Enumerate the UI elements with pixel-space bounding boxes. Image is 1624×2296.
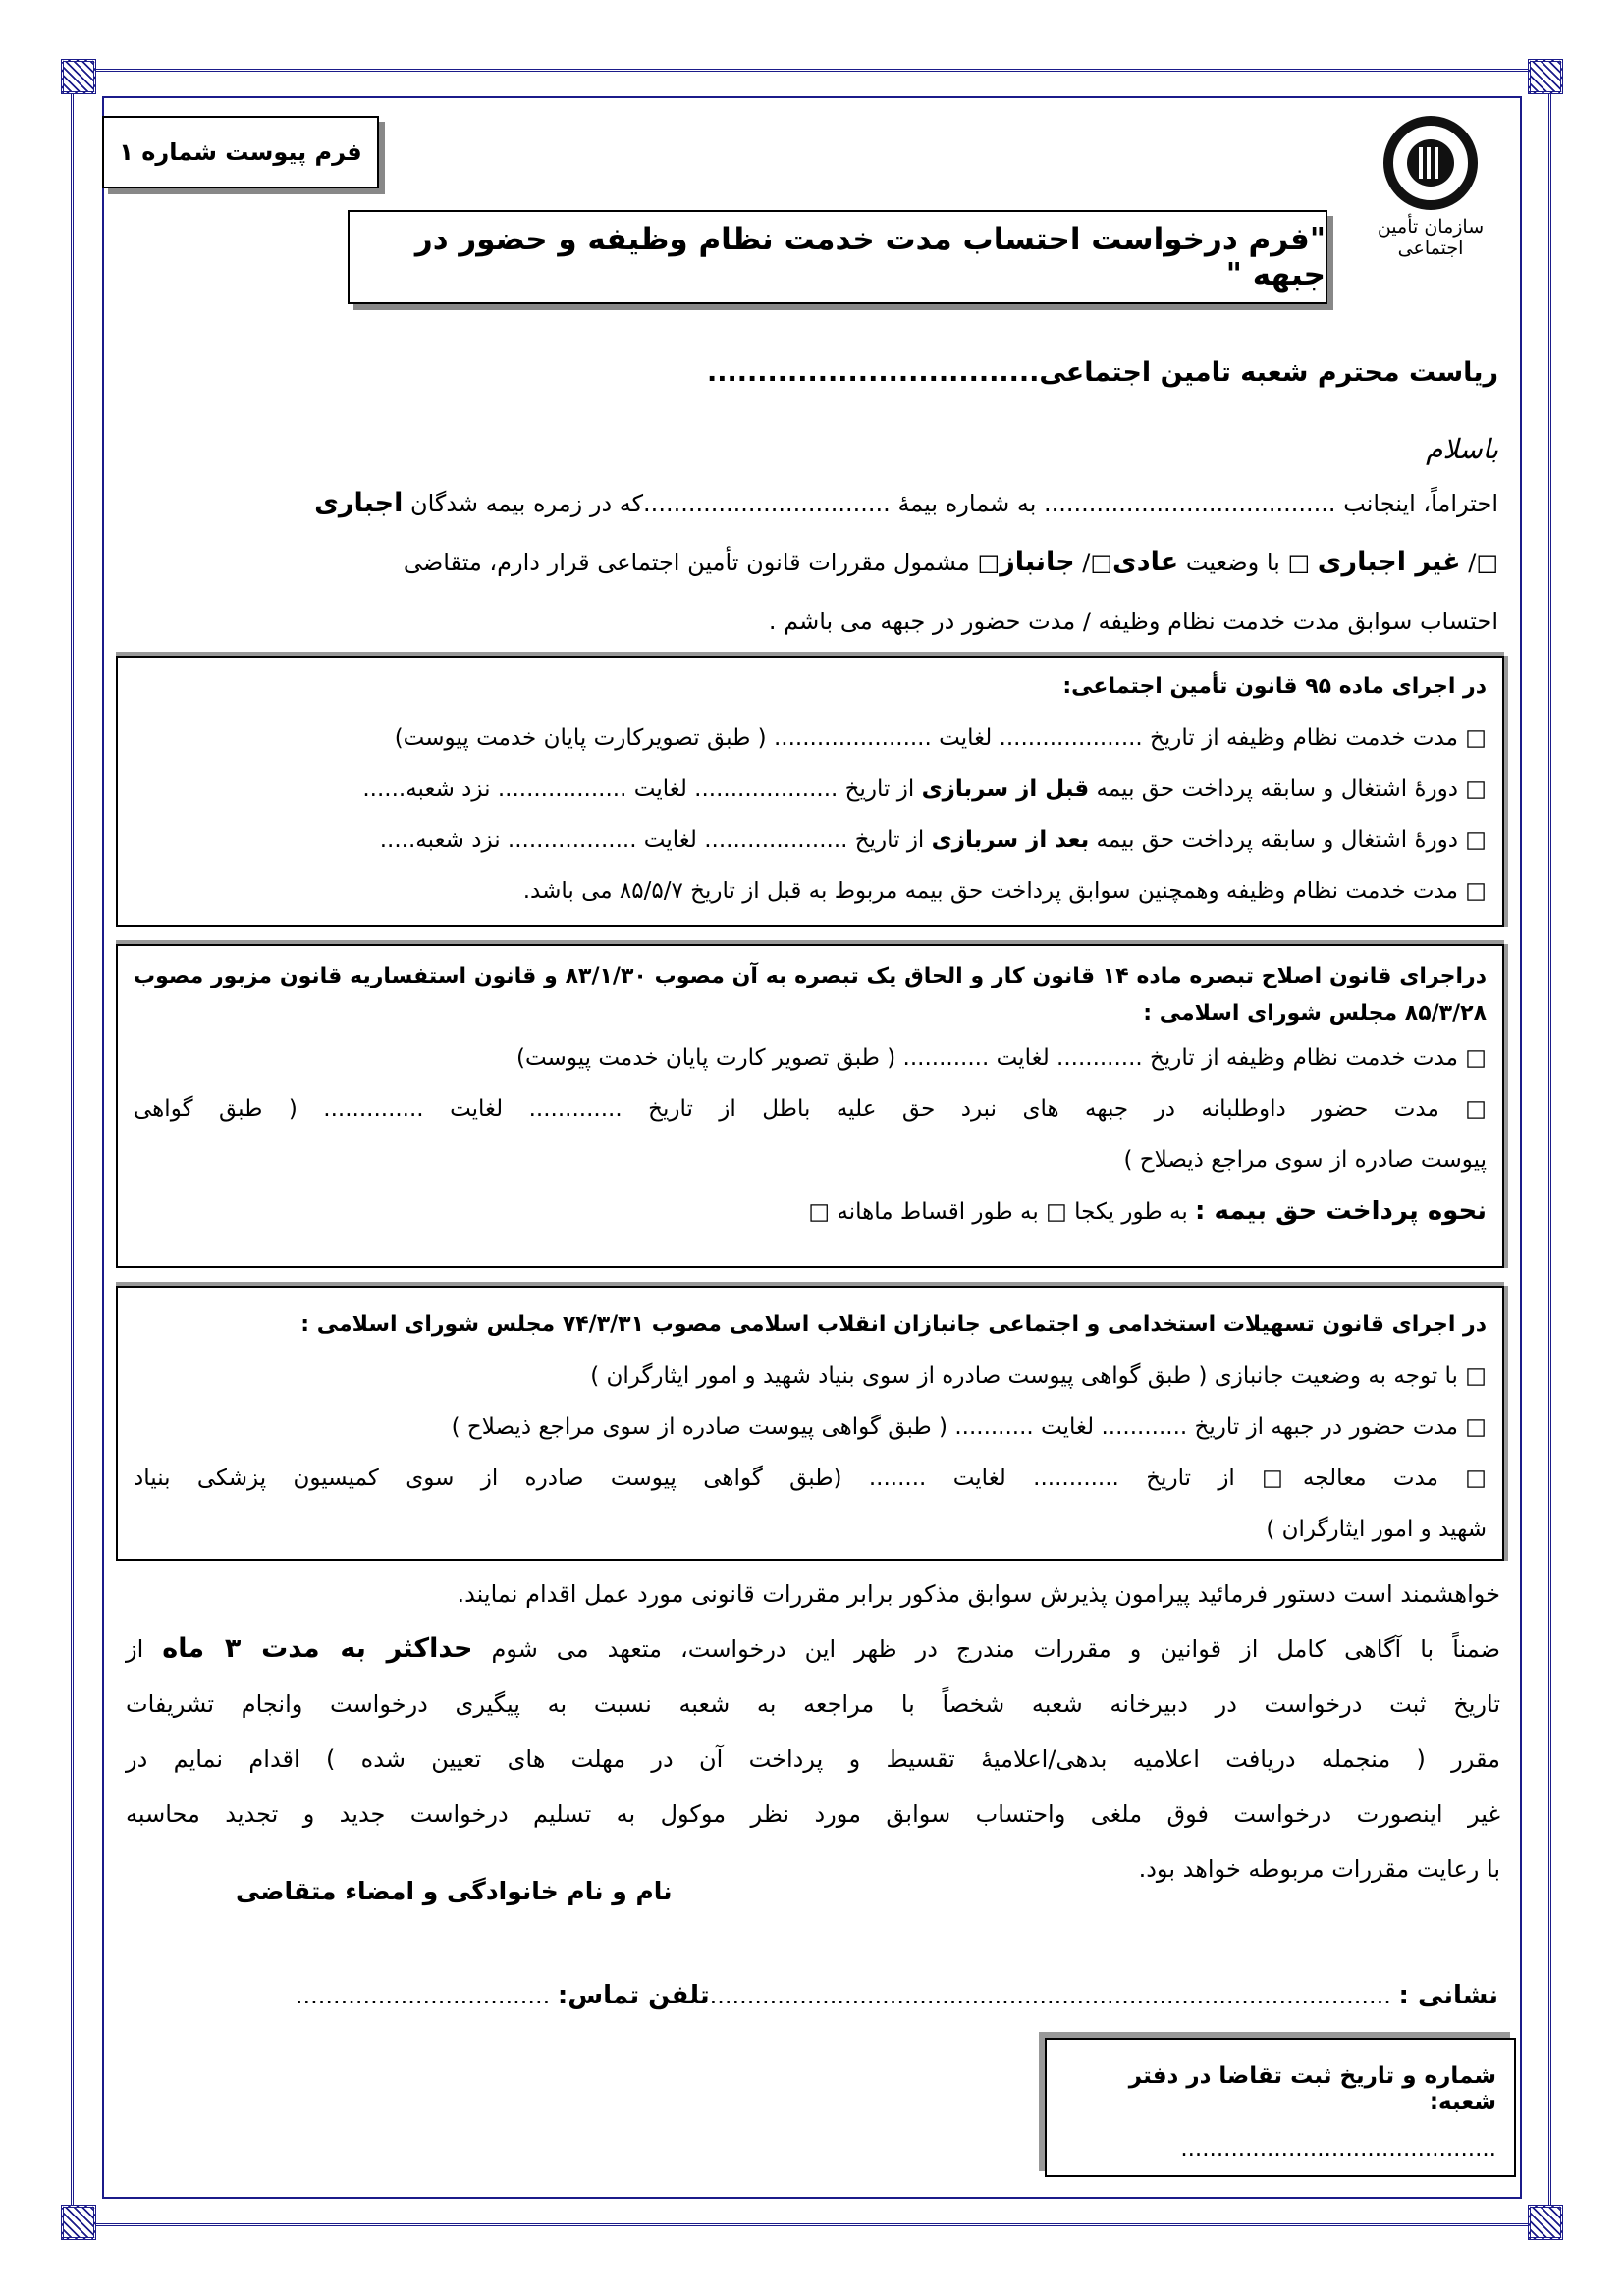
corner-ornament [1528, 2205, 1563, 2240]
address-field[interactable]: ........................................................................................... [709, 1982, 1399, 2009]
phone-field[interactable]: .................................. [295, 1982, 558, 2009]
corner-ornament [61, 2205, 96, 2240]
registration-box [1045, 2038, 1516, 2177]
closing-paragraph [126, 1567, 1500, 1896]
section-article-95 [116, 656, 1504, 927]
payment-method[interactable]: نحوه پرداخت حق بیمه : به طور یکجا □ به طور اقساط ماهانه □ [808, 1197, 1487, 1226]
organization-logo [1367, 116, 1494, 259]
contact-line [296, 1981, 1498, 2010]
closing-line-5: غیر اینصورت درخواست فوق ملغی واحتساب سوابق مورد نظر موکول به تسلیم درخواست جدید و تجدید محاسبه [126, 1800, 1500, 1828]
corner-ornament [61, 59, 96, 94]
section-1-item-before-service[interactable]: □ دورهٔ اشتغال و سابقه پرداخت حق بیمه قبل از سربازی از تاریخ .................... لغایت .................. نزد شعبه...... [362, 776, 1487, 802]
closing-line-2: ضمناً با آگاهی کامل از قوانین و مقررات مندرج در ظهر این درخواست، متعهد می شوم حداکثر به مدت ۳ ماه از [126, 1633, 1500, 1664]
closing-line-3: تاریخ ثبت درخواست در دبیرخانه شعبه شخصاً با مراجعه به شعبه نسبت به پیگیری درخواست وانجام تشریفات [126, 1690, 1500, 1718]
section-1-item-military-service[interactable]: □ مدت خدمت نظام وظیفه از تاریخ .................... لغایت ...................... ( طبق تصویرکارت پایان خدمت پیوست) [394, 725, 1487, 751]
form-number-box: فرم پیوست شماره ۱ [102, 116, 379, 188]
section-2-heading-2: ۸۵/۳/۲۸ مجلس شورای اسلامی : [1143, 1001, 1487, 1026]
section-3-item-front-presence[interactable]: □ مدت حضور در جبهه از تاریخ ............ لغایت ........... ( طبق گواهی پیوست صادره از سوی مراجع ذیصلاح ) [451, 1415, 1487, 1440]
addressee: ریاست محترم شعبه تامین اجتماعی................................. [706, 357, 1498, 388]
closing-line-4: مقرر ( منجمله دریافت اعلامیه بدهی/اعلامیهٔ تقسیط و پرداخت آن در مهلت های تعیین شده ) اقدام نمایم در [126, 1745, 1500, 1773]
closing-line-6: با رعایت مقررات مربوطه خواهد بود. [1138, 1855, 1500, 1883]
section-2-item-front-presence[interactable]: □ مدت حضور داوطلبانه در جبهه های نبرد حق علیه باطل از تاریخ ............. لغایت .............. ( طبق گواهی [134, 1096, 1487, 1122]
section-3-item-treatment-cont: شهید و امور ایثارگران ) [1266, 1517, 1487, 1542]
payment-method-options[interactable]: به طور یکجا □ به طور اقساط ماهانه □ [808, 1200, 1196, 1225]
section-3-item-veteran-status[interactable]: □ با توجه به وضعیت جانبازی ( طبق گواهی پیوست صادره از سوی بنیاد شهید و امور ایثارگران ) [590, 1363, 1487, 1389]
section-1-heading: در اجرای ماده ۹۵ قانون تأمین اجتماعی: [1062, 674, 1487, 699]
registration-field[interactable]: ............................................ [1180, 2136, 1496, 2162]
logo-caption: سازمان تأمین اجتماعی [1377, 216, 1485, 259]
intro-line-2: □/ غیر اجباری □ با وضعیت عادی□/ جانباز□ مشمول مقررات قانون تأمین اجتماعی قرار دارم، متقاضی [403, 547, 1498, 577]
registration-label: شماره و تاریخ ثبت تقاضا در دفتر شعبه: [1128, 2063, 1496, 2114]
section-article-14 [116, 944, 1504, 1268]
section-3-heading: در اجرای قانون تسهیلات استخدامی و اجتماعی جانبازان انقلاب اسلامی مصوب ۷۴/۳/۳۱ مجلس شورای اسلامی : [300, 1312, 1487, 1337]
intro-line-1: احتراماً، اینجانب ....................................... به شماره بیمهٔ .................................كه در زمره بیمه شدگان اجباری [314, 488, 1498, 518]
form-title: "فرم درخواست احتساب مدت خدمت نظام وظیفه و حضور در جبهه " [348, 210, 1327, 304]
section-2-item-front-presence-cont: پیوست صادره از سوی مراجع ذیصلاح ) [1123, 1148, 1487, 1173]
section-1-item-before-85[interactable]: □ مدت خدمت نظام وظیفه وهمچنین سوابق پرداخت حق بیمه مربوط به قبل از تاریخ ۸۵/۵/۷ می باشد. [522, 879, 1487, 904]
greeting: باسلام [1426, 433, 1498, 465]
intro-line-3: احتساب سوابق مدت خدمت نظام وظیفه / مدت حضور در جبهه می باشم . [768, 608, 1498, 635]
section-2-item-military-service[interactable]: □ مدت خدمت نظام وظیفه از تاریخ ............ لغایت ............ ( طبق تصویر کارت پایان خدمت پیوست) [515, 1045, 1487, 1071]
section-2-heading-1: دراجرای قانون اصلاح تبصره ماده ۱۴ قانون کار و الحاق یک تبصره به آن مصوب ۸۳/۱/۳۰ و قانون استفساریه قانون مزبور مصوب [134, 964, 1487, 988]
section-3-item-treatment[interactable]: □ مدت معالجه□ از تاریخ ............ لغایت ........ (طبق گواهی پیوست صادره از سوی کمیسیون پزشکی بنیاد [134, 1466, 1487, 1491]
address-label: نشانی : [1398, 1981, 1498, 2010]
section-veterans-law [116, 1286, 1504, 1561]
tamin-ejtemaei-logo-icon [1383, 116, 1478, 210]
signature-label: نام و نام خانوادگی و امضاء متقاضی [236, 1877, 673, 1905]
closing-line-1: خواهشمند است دستور فرمائید پیرامون پذیرش سوابق مذکور برابر مقررات قانونی مورد عمل اقدام نمایند. [457, 1580, 1500, 1608]
section-1-item-after-service[interactable]: □ دورهٔ اشتغال و سابقه پرداخت حق بیمه بعد از سربازی از تاریخ .................... لغایت .................. نزد شعبه..... [379, 828, 1487, 853]
checkbox-ejbari[interactable]: □/ [1460, 549, 1498, 576]
corner-ornament [1528, 59, 1563, 94]
phone-label: تلفن تماس: [557, 1981, 710, 2010]
